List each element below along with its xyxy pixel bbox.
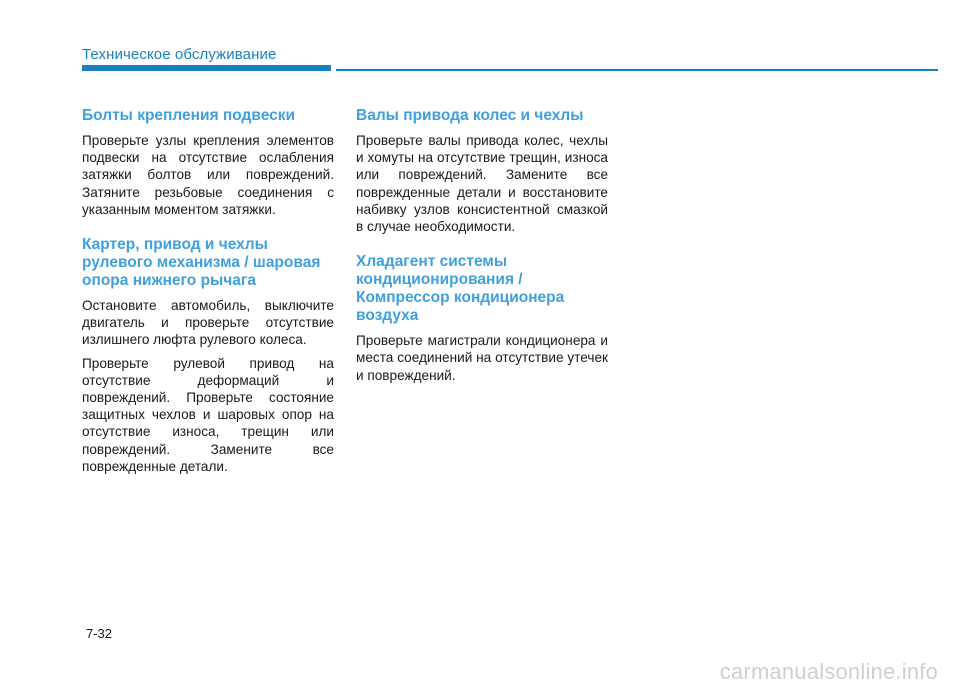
page-number: 7-32 — [86, 626, 113, 641]
section-header-title: Техническое обслуживание — [82, 46, 277, 63]
paragraph: Проверьте магистрали кондиционера и места соединений на отсутствие утечек и повреждений. — [356, 333, 608, 383]
paragraph: Остановите автомобиль, выключите двигатель и проверьте отсутствие излишнего люфта рулевого колеса. — [82, 298, 334, 348]
watermark: carmanualsonline.info — [719, 659, 938, 684]
heading-steering: Картер, привод и чехлы рулевого механизма / шаровая опора нижнего рычага — [82, 236, 321, 290]
left-column — [82, 107, 334, 493]
section-steering — [82, 236, 334, 475]
section-suspension-bolts — [82, 107, 334, 218]
right-column — [356, 107, 608, 402]
paragraph: Проверьте валы привода колес, чехлы и хомуты на отсутствие трещин, износа или повреждений. Замените все поврежденные детали и восстановите набивку узлов консистентной смазкой в случае необходимости. — [356, 133, 608, 235]
section-ac-refrigerant — [356, 253, 608, 384]
header-bar-thin — [336, 69, 938, 71]
heading-drive-shafts: Валы привода колес и чехлы — [356, 107, 584, 124]
section-drive-shafts — [356, 107, 608, 235]
paragraph: Проверьте узлы крепления элементов подвески на отсутствие ослабления затяжки болтов или повреждений. Затяните резьбовые соединения с указанным моментом затяжки. — [82, 133, 334, 217]
heading-suspension-bolts: Болты крепления подвески — [82, 107, 296, 124]
header-bar-thick — [82, 65, 331, 71]
heading-ac-refrigerant: Хладагент системы кондиционирования / Компрессор кондиционера воздуха — [356, 253, 565, 325]
paragraph: Проверьте рулевой привод на отсутствие деформаций и повреждений. Проверьте состояние защитных чехлов и шаровых опор на отсутствие износа, трещин или повреждений. Замените все поврежденные детали. — [82, 355, 334, 474]
